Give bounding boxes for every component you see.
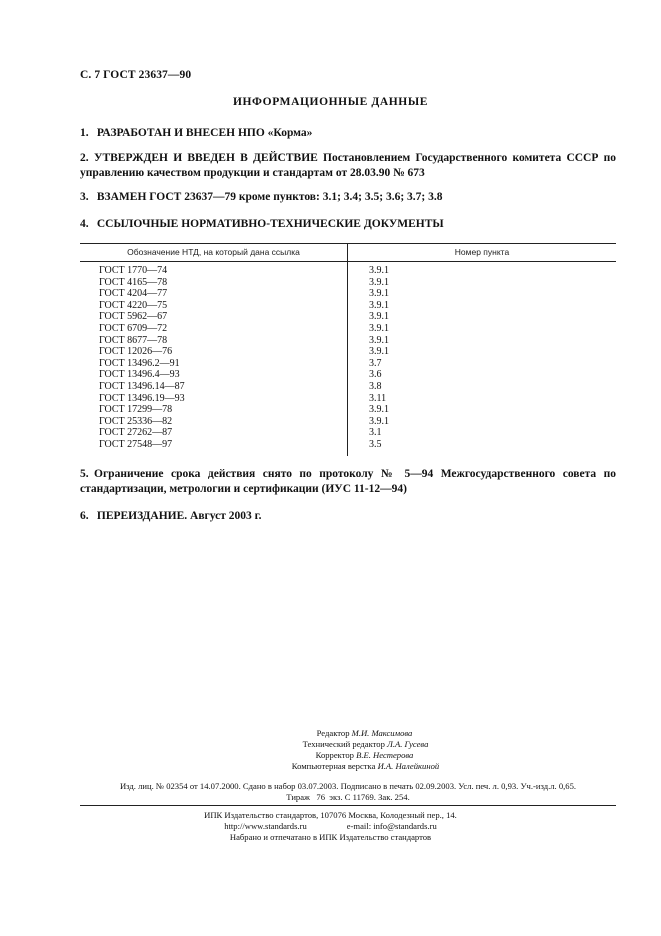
credit-label: Технический редактор xyxy=(302,739,385,749)
table-row xyxy=(80,358,616,370)
section-1 xyxy=(80,126,616,141)
publisher-email: e-mail: info@standards.ru xyxy=(346,821,437,831)
credit-label: Компьютерная верстка xyxy=(291,761,376,771)
table-row xyxy=(80,323,616,335)
table-header-document: Обозначение НТД, на который дана ссылка xyxy=(127,247,300,257)
section-text: РАЗРАБОТАН И ВНЕСЕН НПО «Корма» xyxy=(96,127,313,139)
credit-corrector xyxy=(68,750,661,761)
table-row xyxy=(80,335,616,347)
section-number: 2. xyxy=(80,152,89,164)
row-document: ГОСТ 13496.4—93 xyxy=(99,369,180,381)
row-document: ГОСТ 12026—76 xyxy=(99,346,173,358)
credits-block xyxy=(0,728,661,772)
section-number: 1. xyxy=(80,127,89,139)
section-number: 6. xyxy=(80,510,89,522)
row-point: 3.9.1 xyxy=(369,404,389,416)
row-point: 3.8 xyxy=(369,380,382,392)
row-document: ГОСТ 25336—82 xyxy=(99,415,173,427)
section-text: УТВЕРЖДЕН И ВВЕДЕН В ДЕЙСТВИЕ Постановлением Государственного комитета СССР по управлению качеством продукции и стандартам от 28.03.90 № 673 xyxy=(80,152,616,179)
section-number: 4. xyxy=(80,218,89,230)
row-point: 3.9.1 xyxy=(369,415,389,427)
row-document: ГОСТ 4165—78 xyxy=(99,276,168,288)
publisher-contacts xyxy=(0,821,661,832)
table-row xyxy=(80,427,616,439)
row-point: 3.9.1 xyxy=(369,288,389,300)
row-point: 3.9.1 xyxy=(369,276,389,288)
credit-label: Корректор xyxy=(315,750,354,760)
table-row xyxy=(80,311,616,323)
table-row xyxy=(80,265,616,277)
credit-editor xyxy=(68,728,661,739)
row-point: 3.11 xyxy=(369,392,387,404)
section-text: ПЕРЕИЗДАНИЕ. Август 2003 г. xyxy=(96,510,262,522)
imprint-block xyxy=(80,781,616,803)
row-point: 3.9.1 xyxy=(369,334,389,346)
table-row xyxy=(80,288,616,300)
table-row xyxy=(80,416,616,428)
section-text: ССЫЛОЧНЫЕ НОРМАТИВНО-ТЕХНИЧЕСКИЕ ДОКУМЕНТЫ xyxy=(96,218,444,230)
section-4 xyxy=(80,217,616,232)
credit-name: Л.А. Гусева xyxy=(387,739,429,749)
table-row xyxy=(80,277,616,289)
credit-name: М.И. Максимова xyxy=(351,728,413,738)
table-header-point: Номер пункта xyxy=(454,247,510,257)
row-document: ГОСТ 27548—97 xyxy=(99,438,173,450)
row-document: ГОСТ 13496.14—87 xyxy=(99,380,185,392)
publisher-printed: Набрано и отпечатано в ИПК Издательство стандартов xyxy=(229,832,432,842)
table-row xyxy=(80,439,616,451)
credit-name: В.Е. Нестерова xyxy=(356,750,414,760)
publisher-address: ИПК Издательство стандартов, 107076 Москва, Колодезный пер., 14. xyxy=(204,810,457,820)
table-row xyxy=(80,393,616,405)
page-title: ИНФОРМАЦИОННЫЕ ДАННЫЕ xyxy=(232,96,429,108)
section-number: 5. xyxy=(80,468,89,480)
section-5 xyxy=(80,467,616,497)
table-row xyxy=(80,404,616,416)
row-document: ГОСТ 1770—74 xyxy=(99,265,168,276)
row-point: 3.5 xyxy=(369,438,382,450)
credit-layout xyxy=(70,761,661,772)
row-point: 3.9.1 xyxy=(369,311,389,323)
section-2 xyxy=(80,151,616,181)
row-document: ГОСТ 6709—72 xyxy=(99,322,168,334)
table-row xyxy=(80,300,616,312)
table-rule-top xyxy=(80,243,616,244)
publisher-block xyxy=(0,810,661,843)
section-text: Ограничение срока действия снято по протоколу № 5—94 Межгосударственного совета по стандартизации, метрологии и сертификации (ИУС 11-12—94) xyxy=(80,468,616,495)
section-number: 3. xyxy=(80,191,89,203)
imprint-line-1: Изд. лиц. № 02354 от 14.07.2000. Сдано в набор 03.07.2003. Подписано в печать 02.09.2003. Усл. печ. л. 0,93. Уч.-изд.л. 0,65. xyxy=(119,781,577,791)
page-header: С. 7 ГОСТ 23637—90 xyxy=(80,69,192,81)
credit-name: И.А. Налейкиной xyxy=(377,761,440,771)
table-row xyxy=(80,369,616,381)
table-row xyxy=(80,381,616,393)
row-document: ГОСТ 4204—77 xyxy=(99,288,168,300)
row-document: ГОСТ 27262—87 xyxy=(99,427,173,439)
imprint-line-2: Тираж 76 экз. С 11769. Зак. 254. xyxy=(286,792,410,802)
row-document: ГОСТ 17299—78 xyxy=(99,404,173,416)
row-point: 3.1 xyxy=(369,427,382,439)
credit-tech-editor xyxy=(70,739,661,750)
table-row xyxy=(80,346,616,358)
table-rule-header xyxy=(80,261,616,262)
row-document: ГОСТ 13496.2—91 xyxy=(99,357,180,369)
row-point: 3.9.1 xyxy=(369,346,389,358)
section-3 xyxy=(80,190,616,205)
row-point: 3.7 xyxy=(369,357,382,369)
row-document: ГОСТ 13496.19—93 xyxy=(99,392,185,404)
table-body xyxy=(80,265,616,451)
row-document: ГОСТ 8677—78 xyxy=(99,334,168,346)
credit-label: Редактор xyxy=(316,728,350,738)
row-point: 3.9.1 xyxy=(369,299,389,311)
row-point: 3.9.1 xyxy=(369,265,389,276)
row-point: 3.6 xyxy=(369,369,382,381)
section-6 xyxy=(80,509,616,524)
row-point: 3.9.1 xyxy=(369,322,389,334)
row-document: ГОСТ 4220—75 xyxy=(99,299,168,311)
publisher-url: http://www.standards.ru xyxy=(224,821,307,831)
row-document: ГОСТ 5962—67 xyxy=(99,311,168,323)
section-text: ВЗАМЕН ГОСТ 23637—79 кроме пунктов: 3.1; 3.4; 3.5; 3.6; 3.7; 3.8 xyxy=(96,191,443,203)
imprint-divider xyxy=(80,805,616,806)
